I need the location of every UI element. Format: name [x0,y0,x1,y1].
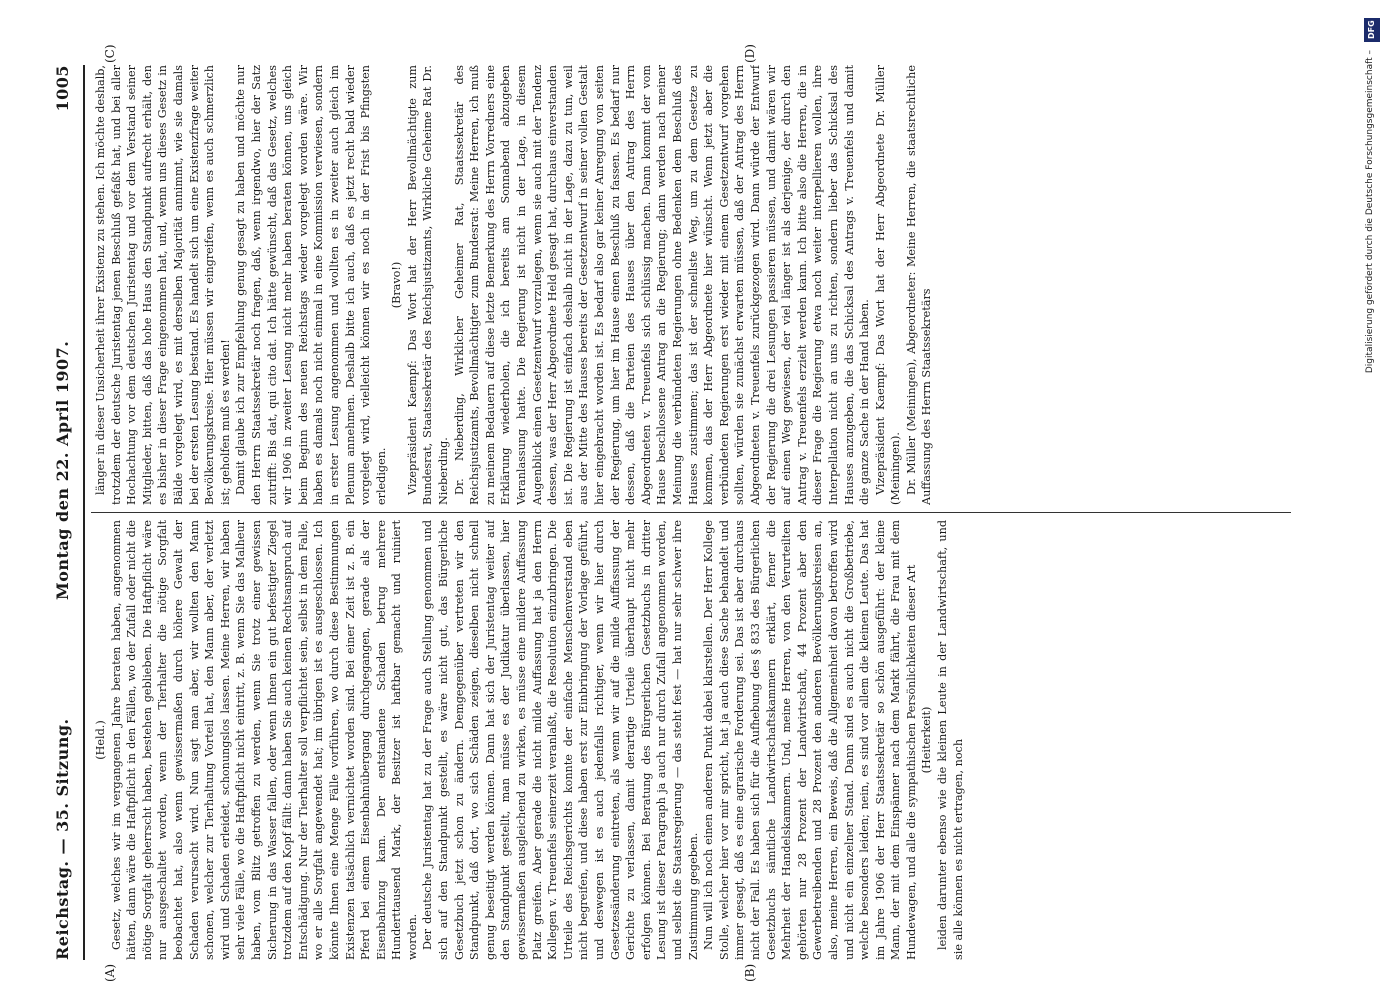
rotated-sheet [43,44,1343,982]
column-divider [91,512,1291,513]
paragraph: Vizepräsident Kaempf: Das Wort hat der Herr Abgeordnete Dr. Müller (Meiningen). [873,65,903,505]
paragraph: Nun will ich noch einen anderen Punkt dabei klarstellen. Der Herr Kollege Stolle, welcher hier vor mir spricht, hat ja auch diese Sache behandelt und immer gesagt, daß es eine agrarische Forderung sei. Das ist aber durchaus nicht der Fall. Es haben sich für die Aufhebung des § 833 des Bürgerlichen Gesetzbuchs sämtliche Landwirtschaftskammern erklärt, ferner die Mehrheit der Handelskammern. Und, meine Herren, von den Verurteilten gehörten nur 28 Prozent der Landwirtschaft, 44 Prozent aber den Gewerbetreibenden und 28 Prozent den anderen Bevölkerungskreisen an, also, meine Herren, ein Beweis, daß die Allgemeinheit davon betroffen wird und nicht ein einzelner Stand. Dann sind es auch nicht die Großbetriebe, welche besonders leiden; nein, es sind vor allem die kleinen Leute. Das hat im Jahre 1906 der Herr Staatssekretär so schön ausgeführt: der kleine Mann, der mit dem Einspänner nach dem Markt fährt, die Frau mit dem Hundewagen, und alle die sympathischen Persönlichkeiten dieser Art [702,520,918,960]
paragraph: Der deutsche Juristentag hat zu der Frage auch Stellung genommen und sich auf den Standpunkt gestellt, es wäre nicht gut, das Bürgerliche Gesetzbuch jetzt schon zu ändern. Demgegenüber vertreten wir den Standpunkt, daß dort, wo sich Schäden zeigen, dieselben nicht schnell genug beseitigt werden können. Dann hat sich der Juristentag weiter auf den Standpunkt gestellt, man müsse es der Judikatur überlassen, hier gewissermaßen ausgleichend zu wirken, es müsse eine mildere Auffassung Platz greifen. Aber gerade die nicht milde Auffassung hat ja den Herrn Kollegen v. Treuenfels seinerzeit veranlaßt, die Resolution einzubringen. Die Urteile des Reichsgerichts konnte der einfache Menschenverstand eben nicht begreifen, und diese haben erst zur Einbringung der Vorlage geführt, und deswegen ist es auch jedenfalls richtiger, wenn wir hier durch Gesetzesänderung eintreten, als wenn wir auf die milde Auffassung der Gerichte zu verlassen, damit derartige Urteile überhaupt nicht mehr erfolgen können. Bei Beratung des Bürgerlichen Gesetzbuchs in dritter Lesung ist dieser Paragraph ja auch nur durch Zufall angenommen worden, und selbst die Staatsregierung — das steht fest — hat nur sehr schwer ihre Zustimmung gegeben. [421,520,700,960]
paragraph: Damit glaube ich zur Empfehlung genug gesagt zu haben und möchte nur den Herrn Staatssekretär noch fragen, daß, wenn irgendwo, hier der Satz zutrifft: Bis dat, qui cito dat. Ich hätte gewünscht, daß das Gesetz, welches wir 1906 in zweiter Lesung nicht mehr haben beraten können, uns gleich beim Beginn des neuen Reichstags wieder vorgelegt worden wäre. Wir haben es damals noch nicht einmal in eine Kommission verwiesen, sondern in erster Lesung angenommen und wollten es in zweiter auch gleich im Plenum annehmen. Deshalb bitte ich auch, daß es jetzt recht bald wieder vorgelegt wird, vielleicht können wir es noch in der Frist bis Pfingsten erledigen. [234,65,388,505]
text-column-right [93,65,1293,505]
paragraph: leiden darunter ebenso wie die kleinen Leute in der Landwirtschaft, und sie alle können es nicht ertragen, noch [936,520,965,960]
paragraph: Vizepräsident Kaempf: Das Wort hat der Herr Bevollmächtigte zum Bundesrat, Staatssekretär des Reichsjustizamts, Wirkliche Geheime Rat Dr. Nieberding. [405,65,451,505]
margin-mark-a: (A) [103,963,117,982]
dfg-caption-text: Digitalisierung gefördert durch die Deutsche Forschungsgemeinschaft – [1365,50,1375,374]
margin-mark-c: (C) [103,44,117,63]
header-page-number: 1005 [53,65,72,112]
interjection: (Bravo!) [390,261,404,309]
paragraph: Dr. Müller (Meiningen), Abgeordneter: Meine Herren, die staatsrechtliche Auffassung des Herrn Staatssekretärs [904,65,934,505]
page-header [43,65,83,960]
speaker-tag: (Held.) [94,720,107,760]
header-rule [83,65,85,960]
margin-mark-b: (B) [743,963,757,982]
paragraph: länger in dieser Unsicherheit ihrer Existenz zu stehen. Ich möchte deshalb, trotzdem der deutsche Juristentag jenen Beschluß gefaßt hat, und bei aller Hochachtung vor dem deutschen Juristentag und vor dem Verstand seiner Mitglieder, bitten, daß das hohe Haus den Standpunkt aufrecht erhält, den es bisher in dieser Frage eingenommen hat, und, wenn uns dieses Gesetz in Bälde vorgelegt wird, es mit derselben Majorität annimmt, wie sie damals bei der ersten Lesung bestand. Es handelt sich um eine Existenzfrage weiter Bevölkerungskreise. Hier müssen wir eingreifen, wenn es auch schmerzlich ist; geholfen muß es werden! [94,65,232,505]
text-column-left [93,520,1293,960]
header-date: Montag den 22. April 1907. [53,340,72,600]
interjection: (Heiterkeit) [920,706,934,774]
header-session: Reichstag. — 35. Sitzung. [53,718,72,960]
paragraph: Dr. Nieberding, Wirklicher Geheimer Rat, Staatssekretär des Reichsjustizamts, Bevollmächtigter zum Bundesrat: Meine Herren, ich muß zu meinem Bedauern auf diese letzte Bemerkung des Herrn Vorredners eine Erklärung wiederholen, die ich bereits am Sonnabend abzugeben Veranlassung hatte. Die Regierung ist nicht in der Lage, in diesem Augenblick einen Gesetzentwurf vorzulegen, wenn sie auch mit der Tendenz dessen, was der Herr Abgeordnete Held gesagt hat, durchaus einverstanden ist. Die Regierung ist einfach deshalb nicht in der Lage, dazu zu tun, weil aus der Mitte des Hauses bereits der Gesetzentwurf in seiner vollen Gestalt hier eingebracht worden ist. Es bedarf also gar keiner Anregung von seiten der Regierung, um hier im Hause einen Beschluß zu fassen. Es bedarf nur dessen, daß die Parteien des Hauses über den Antrag des Herrn Abgeordneten v. Treuenfels sich schlüssig machen. Dann kommt der vom Hause beschlossene Antrag an die Regierung; dann werden nach meiner Meinung die verbündeten Regierungen ohne Bedenken dem Beschluß des Hauses zustimmen; das ist der schnellste Weg, um zu dem Gesetze zu kommen, das der Herr Abgeordnete hier wünscht. Wenn jetzt aber die verbündeten Regierungen erst wieder mit einem Gesetzentwurf vorgehen sollten, würden sie zunächst erwarten müssen, daß der Antrag des Herrn Abgeordneten v. Treuenfels zurückgezogen wird. Dann würde der Entwurf der Regierung die drei Lesungen passieren müssen, und damit wären wir auf einen Weg gewiesen, der viel länger ist als derjenige, der durch den Antrag v. Treuenfels erzielt werden kann. Ich bitte also die Herren, die in dieser Frage die Regierung etwa noch weiter interpellieren wollen, ihre Interpellation nicht an uns zu richten, sondern lieber das Schicksal des Hauses anzugeben, die das Schicksal des Antrags v. Treuenfels und damit die ganze Sache in der Hand haben. [452,65,872,505]
margin-mark-d: (D) [743,44,757,63]
dfg-caption [1362,10,1382,990]
paragraph: Gesetz, welches wir im vergangenen Jahre beraten haben, angenommen hätten, dann wäre die Haftpflicht in den Fällen, wo der Zufall oder nicht die nötige Sorgfalt geherrscht haben, bestehen geblieben. Die Haftpflicht wäre nur ausgeschaltet worden, wenn der Tierhalter die nötige Sorgfalt beobachtet hat, also wenn gewissermaßen durch höhere Gewalt der Schaden verursacht wird. Nun sagt man aber, wir wollten den Mann schonen, welcher zur Tierhaltung Vorteil hat, den Mann aber, der verletzt wird und Schaden erleidet, schonungslos lassen. Meine Herren, wir haben sehr viele Fälle, wo die Haftpflicht nicht eintritt, z. B. wenn Sie das Malheur haben, vom Blitz getroffen zu werden, wenn Sie trotz einer gewissen Sicherung in das Wasser fallen, oder wenn Ihnen ein gut befestigter Ziegel trotzdem auf den Kopf fällt: dann haben Sie auch keinen Rechtsanspruch auf Entschädigung. Nur der Tierhalter soll verpflichtet sein, selbst in dem Falle, wo er alle Sorgfalt angewendet hat; im übrigen ist es ausgeschlossen. Ich könnte Ihnen eine Menge Fälle vorführen, wo durch diese Bestimmungen Existenzen tatsächlich vernichtet worden sind. Bei einer Zeit ist z. B. ein Pferd bei einem Eisenbahnübergang durchgegangen, gerade als der Eisenbahnzug kam. Der entstandene Schaden betrug mehrere Hunderttausend Mark, der Besitzer ist haftbar gemacht und ruiniert worden. [109,520,419,960]
dfg-logo: DFG [1364,18,1380,42]
